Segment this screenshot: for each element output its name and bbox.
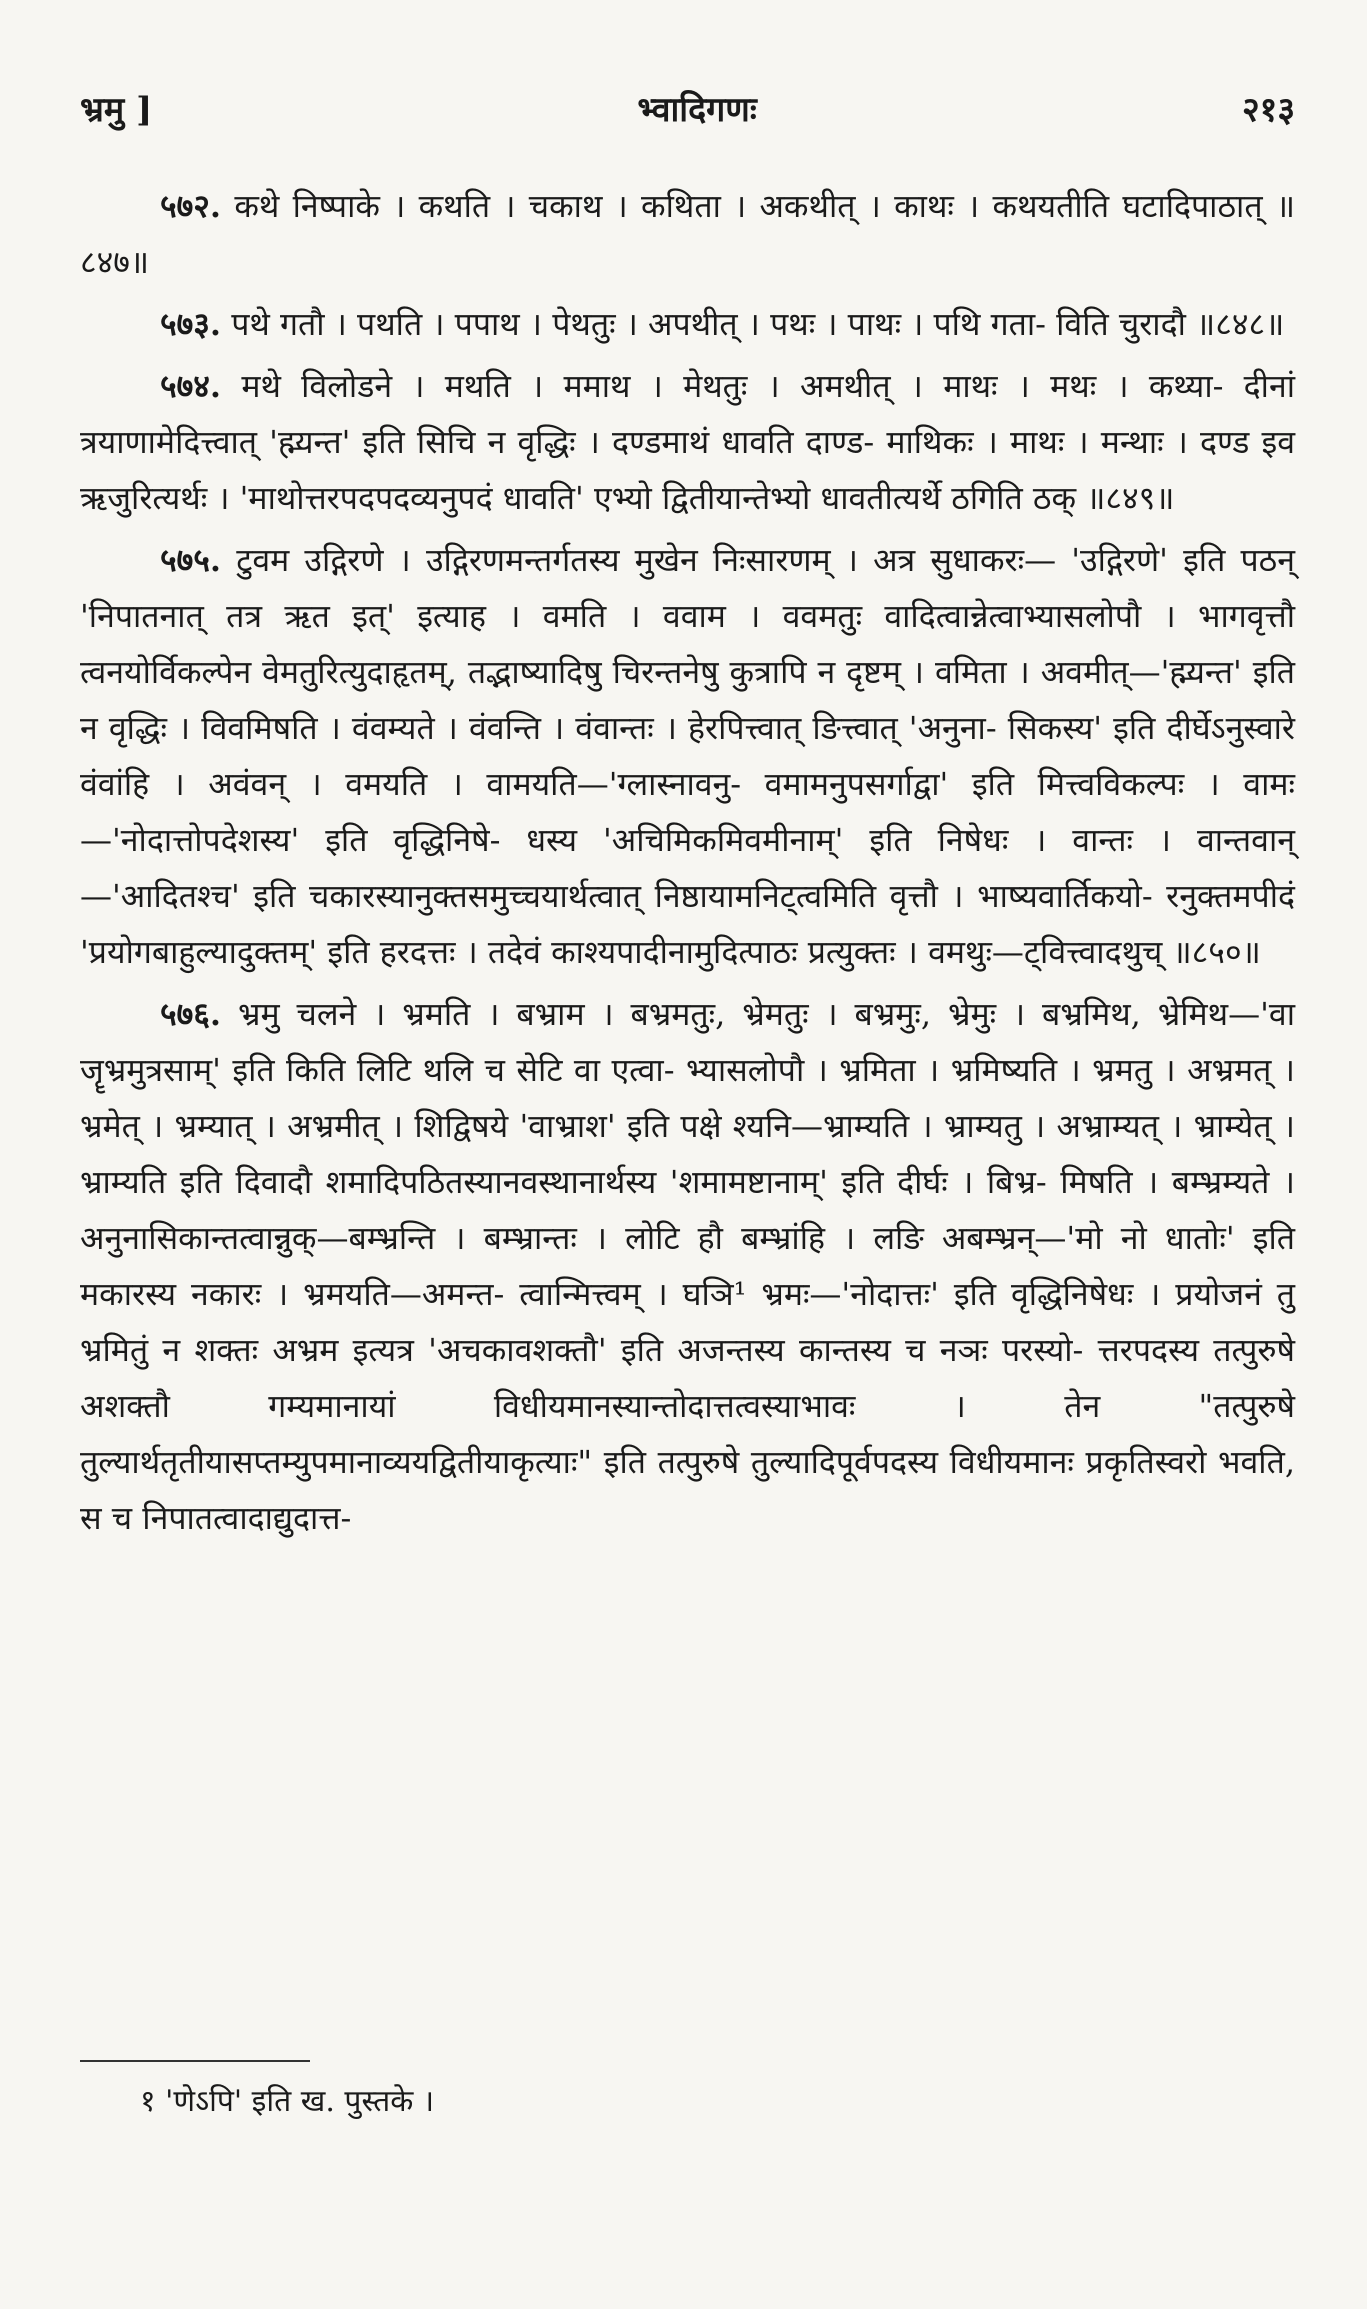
paragraph-576: [80, 986, 1295, 1546]
paragraph-text: भ्रमु चलने । भ्रमति । बभ्राम । बभ्रमतुः, भ्रेमतुः । बभ्रमुः, भ्रेमुः । बभ्रमिथ, भ्रेमिथ—'वा जॄभ्रमुत्रसाम्' इति किति लिटि थलि च सेटि वा एत्वा- भ्यासलोपौ । भ्रमिता । भ्रमिष्यति । भ्रमतु । अभ्रमत् । भ्रमेत् । भ्रम्यात् । अभ्रमीत् । शिद्विषये 'वाभ्राश' इति पक्षे श्यनि—भ्राम्यति । भ्राम्यतु । अभ्राम्यत् । भ्राम्येत् । भ्राम्यति इति दिवादौ शमादिपठितस्यानवस्थानार्थस्य 'शमामष्टानाम्' इति दीर्घः । बिभ्र- मिषति । बम्भ्रम्यते । अनुनासिकान्तत्वान्नुक्—बम्भ्रन्ति । बम्भ्रान्तः । लोटि हौ बम्भ्रांहि । लङि अबम्भ्रन्—'मो नो धातोः' इति मकारस्य नकारः । भ्रमयति—अमन्त- त्वान्मित्त्वम् । घञि¹ भ्रमः—'नोदात्तः' इति वृद्धिनिषेधः । प्रयोजनं तु भ्रमितुं न शक्तः अभ्रम इत्यत्र 'अचकावशक्तौ' इति अजन्तस्य कान्तस्य च नञः परस्यो- त्तरपदस्य तत्पुरुषे अशक्तौ गम्यमानायां विधीयमानस्यान्तोदात्तत्वस्याभावः । तेन "तत्पुरुषे तुल्यार्थतृतीयासप्तम्युपमानाव्ययद्वितीयाकृत्याः" इति तत्पुरुषे तुल्यादिपूर्वपदस्य विधीयमानः प्रकृतिस्वरो भवति, स च निपातत्वादाद्युदात्त-: [80, 995, 1295, 1537]
paragraph-text: पथे गतौ । पथति । पपाथ । पेथतुः । अपथीत् । पथः । पाथः । पथि गता- विति चुरादौ ॥८४८॥: [231, 305, 1285, 343]
sutra-number: ५७६.: [160, 995, 222, 1033]
footnote: १ 'णेऽपि' इति ख. पुस्तके ।: [140, 2084, 435, 2119]
sutra-number: ५७४.: [160, 367, 222, 405]
paragraph-572: [80, 178, 1295, 290]
page-number: २१३: [1241, 90, 1295, 130]
paragraph-573: [80, 296, 1295, 352]
sutra-number: ५७२.: [160, 187, 222, 225]
sutra-number: ५७५.: [160, 541, 222, 579]
header-section-title: भ्रमु ]: [80, 90, 153, 130]
sutra-number: ५७३.: [160, 305, 222, 343]
paragraph-574: [80, 358, 1295, 526]
page-body: [80, 178, 1295, 1552]
paragraph-text: कथे निष्पाके । कथति । चकाथ । कथिता । अकथीत् । काथः । कथयतीति घटादिपाठात् ॥८४७॥: [80, 187, 1295, 281]
paragraph-text: मथे विलोडने । मथति । ममाथ । मेथतुः । अमथीत् । माथः । मथः । कथ्या- दीनां त्रयाणामेदित्त्वात् 'ह्म्यन्त' इति सिचि न वृद्धिः । दण्डमाथं धावति दाण्ड- माथिकः । माथः । मन्थाः । दण्ड इव ऋजुरित्यर्थः । 'माथोत्तरपदपदव्यनुपदं धावति' एभ्यो द्वितीयान्तेभ्यो धावतीत्यर्थे ठगिति ठक् ॥८४९॥: [80, 367, 1295, 517]
page-header: [80, 78, 1295, 138]
header-chapter-title: भ्वादिगणः: [637, 90, 757, 130]
footnote-divider: [80, 2060, 310, 2062]
paragraph-text: टुवम उद्गिरणे । उद्गिरणमन्तर्गतस्य मुखेन निःसारणम् । अत्र सुधाकरः— 'उद्गिरणे' इति पठन् 'निपातनात् तत्र ऋत इत्' इत्याह । वमति । ववाम । ववमतुः वादित्वान्नेत्वाभ्यासलोपौ । भागवृत्तौ त्वनयोर्विकल्पेन वेमतुरित्युदाहृतम्, तद्भाष्यादिषु चिरन्तनेषु कुत्रापि न दृष्टम् । वमिता । अवमीत्—'ह्म्यन्त' इति न वृद्धिः । विवमिषति । वंवम्यते । वंवन्ति । वंवान्तः । हेरपित्त्वात् ङित्त्वात् 'अनुना- सिकस्य' इति दीर्घेऽनुस्वारे वंवांहि । अवंवन् । वमयति । वामयति—'ग्लास्नावनु- वमामनुपसर्गाद्वा' इति मित्त्वविकल्पः । वामः—'नोदात्तोपदेशस्य' इति वृद्धिनिषे- धस्य 'अचिमिकमिवमीनाम्' इति निषेधः । वान्तः । वान्तवान्—'आदितश्च' इति चकारस्यानुक्तसमुच्चयार्थत्वात् निष्ठायामनिट्त्वमिति वृत्तौ । भाष्यवार्तिकयो- रनुक्तमपीदं 'प्रयोगबाहुल्यादुक्तम्' इति हरदत्तः । तदेवं काश्यपादीनामुदित्पाठः प्रत्युक्तः । वमथुः—ट्वित्त्वादथुच् ॥८५०॥: [80, 541, 1295, 971]
paragraph-575: [80, 532, 1295, 980]
